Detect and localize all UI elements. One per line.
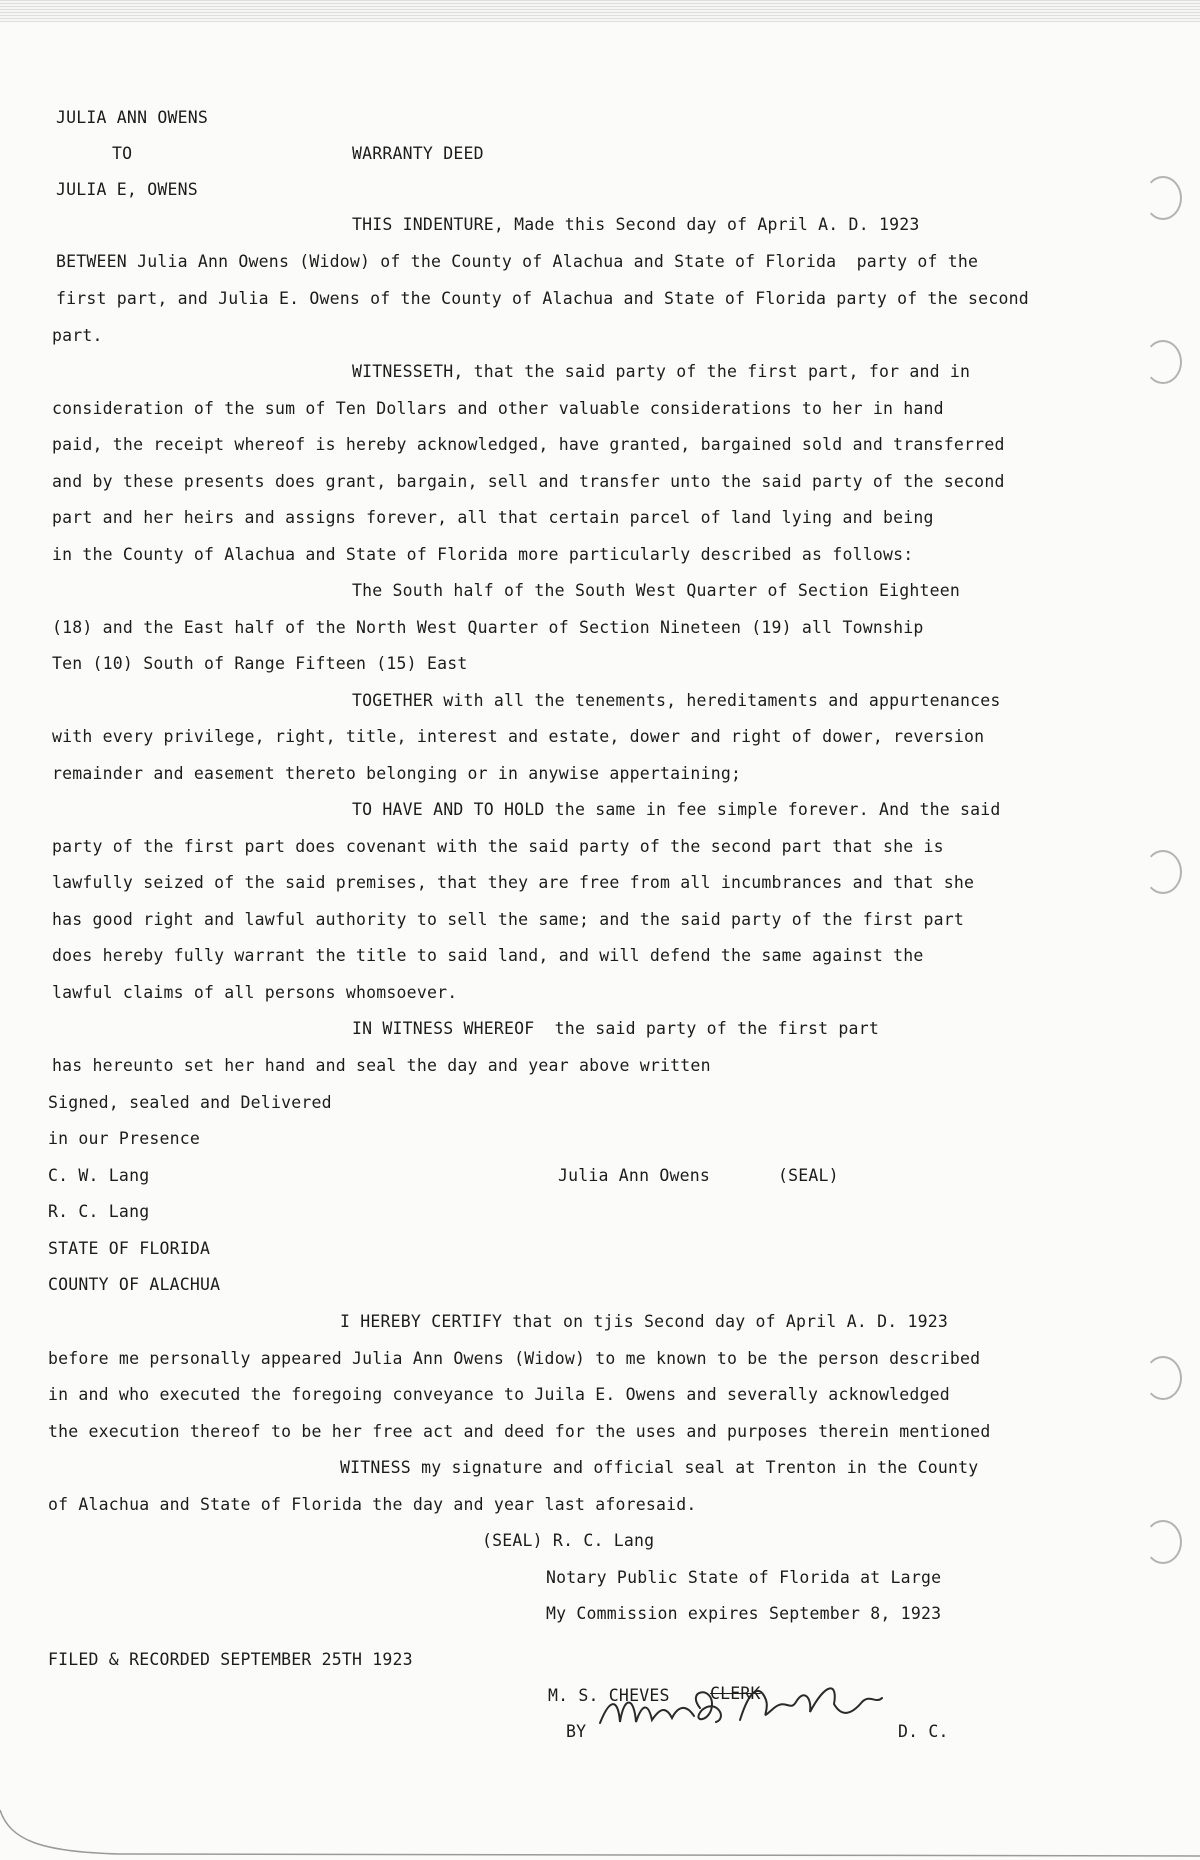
body-line: part. — [52, 326, 103, 345]
grantor-signature: Julia Ann Owens — [558, 1166, 711, 1185]
body-line: consideration of the sum of Ten Dollars and other valuable considerations to her in hand — [52, 399, 944, 418]
body-line: part and her heirs and assigns forever, all that certain parcel of land lying and being — [52, 508, 934, 527]
body-line: IN WITNESS WHEREOF the said party of the first part — [352, 1019, 879, 1038]
notary-signature: (SEAL) R. C. Lang — [482, 1531, 655, 1550]
state-label: STATE OF FLORIDA — [48, 1239, 211, 1258]
punch-hole — [1144, 176, 1182, 220]
body-line: paid, the receipt whereof is hereby acknowledged, have granted, bargained sold and transferred — [52, 435, 1005, 454]
filed-recorded: FILED & RECORDED SEPTEMBER 25TH 1923 — [48, 1650, 413, 1669]
body-line: THIS INDENTURE, Made this Second day of April A. D. 1923 — [352, 215, 920, 234]
body-line: The South half of the South West Quarter of Section Eighteen — [352, 581, 961, 600]
punch-hole — [1144, 850, 1182, 894]
witness-1: C. W. Lang — [48, 1166, 150, 1185]
handwritten-signature — [590, 1678, 890, 1738]
signed-sealed-label: Signed, sealed and Delivered — [48, 1093, 332, 1112]
ack-line: WITNESS my signature and official seal at Trenton in the County — [340, 1458, 979, 1477]
body-line: TO HAVE AND TO HOLD the same in fee simple forever. And the said — [352, 800, 1001, 819]
notary-title: Notary Public State of Florida at Large — [546, 1568, 942, 1587]
punch-hole — [1144, 1356, 1182, 1400]
punch-hole — [1144, 1520, 1182, 1564]
grantor-name: JULIA ANN OWENS — [56, 108, 209, 127]
body-line: WITNESSETH, that the said party of the first part, for and in — [352, 362, 971, 381]
commission-expiry: My Commission expires September 8, 1923 — [546, 1604, 942, 1623]
body-line: has hereunto set her hand and seal the day and year above written — [52, 1056, 711, 1075]
body-line: first part, and Julia E. Owens of the County of Alachua and State of Florida party of the second — [56, 289, 1029, 308]
punch-hole — [1144, 340, 1182, 384]
body-line: with every privilege, right, title, interest and estate, dower and right of dower, reversion — [52, 727, 985, 746]
in-presence-label: in our Presence — [48, 1129, 201, 1148]
body-line: and by these presents does grant, bargain, sell and transfer unto the said party of the second — [52, 472, 1005, 491]
body-line: in the County of Alachua and State of Florida more particularly described as follows: — [52, 545, 914, 564]
to-label: TO — [112, 144, 133, 163]
seal-mark: (SEAL) — [778, 1166, 839, 1185]
clerk-title: CLERK — [710, 1684, 761, 1703]
body-line: (18) and the East half of the North West Quarter of Section Nineteen (19) all Township — [52, 618, 924, 637]
body-line: remainder and easement thereto belonging or in anywise appertaining; — [52, 764, 742, 783]
body-line: BETWEEN Julia Ann Owens (Widow) of the County of Alachua and State of Florida party of the — [56, 252, 979, 271]
witness-2: R. C. Lang — [48, 1202, 150, 1221]
county-label: COUNTY OF ALACHUA — [48, 1275, 221, 1294]
body-line: Ten (10) South of Range Fifteen (15) East — [52, 654, 468, 673]
body-line: lawful claims of all persons whomsoever. — [52, 983, 458, 1002]
by-label: BY — [566, 1722, 587, 1741]
page-bottom-edge — [0, 1800, 1200, 1860]
document-title: WARRANTY DEED — [352, 144, 484, 163]
body-line: lawfully seized of the said premises, that they are free from all incumbrances and that she — [52, 873, 975, 892]
ack-line: before me personally appeared Julia Ann Owens (Widow) to me known to be the person described — [48, 1349, 981, 1368]
clerk-name: M. S. CHEVES — [548, 1686, 670, 1705]
ack-line: of Alachua and State of Florida the day and year last aforesaid. — [48, 1495, 697, 1514]
ack-line: in and who executed the foregoing conveyance to Juila E. Owens and severally acknowledged — [48, 1385, 950, 1404]
deputy-clerk-label: D. C. — [898, 1722, 949, 1741]
body-line: has good right and lawful authority to sell the same; and the said party of the first part — [52, 910, 965, 929]
ack-line: the execution thereof to be her free act and deed for the uses and purposes therein mentioned — [48, 1422, 991, 1441]
body-line: party of the first part does covenant with the said party of the second part that she is — [52, 837, 944, 856]
body-line: does hereby fully warrant the title to said land, and will defend the same against the — [52, 946, 924, 965]
body-line: TOGETHER with all the tenements, hereditaments and appurtenances — [352, 691, 1001, 710]
grantee-name: JULIA E, OWENS — [56, 180, 198, 199]
ack-line: I HEREBY CERTIFY that on tjis Second day of April A. D. 1923 — [340, 1312, 949, 1331]
page-top-edge — [0, 0, 1200, 22]
